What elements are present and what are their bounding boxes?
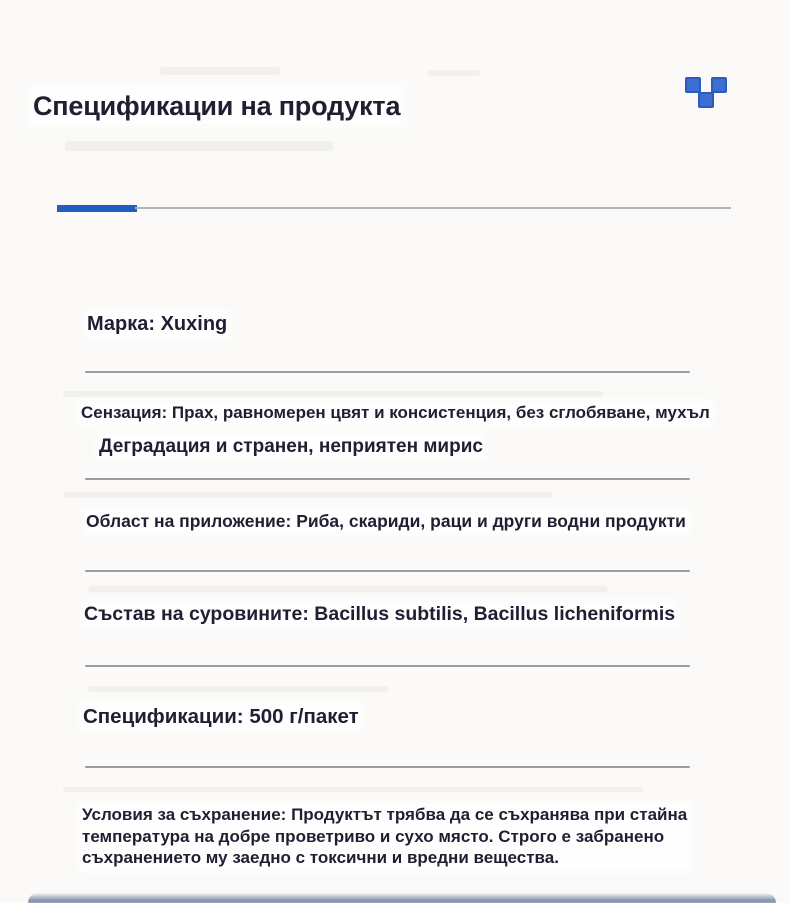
storage-text-line3: съхранението му заедно с токсични и вредни вещества. <box>82 848 559 868</box>
storage-text-line1: Условия за съхранение: Продуктът трябва да се съхранява при стайна <box>82 805 688 824</box>
artifact-smudge <box>428 70 480 76</box>
specification-text: Спецификации: 500 г/пакет <box>83 705 359 728</box>
row-separator <box>85 665 690 667</box>
brand-text: Марка: Xuxing <box>87 313 228 335</box>
storage-text <box>82 804 690 869</box>
artifact-smudge <box>63 787 643 792</box>
divider-line <box>135 207 731 209</box>
artifact-smudge <box>63 492 553 498</box>
composition-text: Състав на суровините: Bacillus subtilis, Bacillus licheniformis <box>84 603 676 625</box>
artifact-smudge <box>65 141 333 151</box>
logo-square-top-left-icon <box>685 77 701 93</box>
storage-text-line2: температура на добре проветриво и сухо място. Строго е забранено <box>82 826 665 846</box>
brand-logo-icon <box>685 77 731 113</box>
row-separator <box>85 371 690 373</box>
page-title: Спецификации на продукта <box>33 91 401 121</box>
row-separator <box>85 478 690 480</box>
artifact-smudge <box>63 391 603 397</box>
row-separator <box>85 570 690 572</box>
row-separator <box>85 766 690 768</box>
application-text: Област на приложение: Риба, скариди, раци и други водни продукти <box>86 511 686 531</box>
sensation-text-line1: Сензация: Прах, равномерен цвят и консистенция, без сглобяване, мухъл <box>81 403 710 422</box>
sensation-text-line2: Деградация и странен, неприятен мирис <box>99 436 483 457</box>
header-divider <box>57 205 731 214</box>
divider-accent-bar <box>57 205 137 212</box>
logo-square-top-right-icon <box>711 77 727 93</box>
logo-square-bottom-icon <box>698 92 714 108</box>
artifact-smudge <box>88 686 388 692</box>
artifact-smudge <box>88 586 608 592</box>
bottom-panel-edge <box>28 893 776 903</box>
artifact-smudge <box>160 67 280 75</box>
